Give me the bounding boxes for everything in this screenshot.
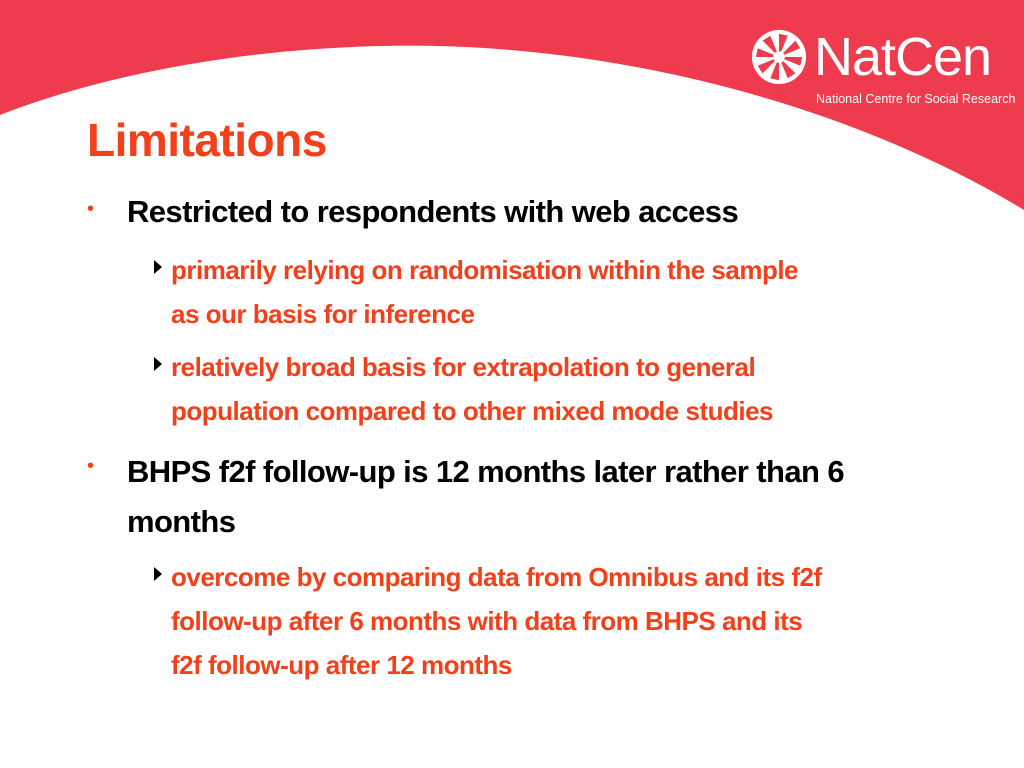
sub-bullet-text — [171, 248, 971, 336]
bullet-dot: • — [87, 198, 95, 220]
bullet-text — [127, 447, 987, 547]
sub-bullet-line: primarily relying on randomisation within the sample — [171, 255, 799, 285]
bullet-dot: • — [87, 455, 95, 477]
sub-bullet-line: f2f follow-up after 12 months — [171, 650, 512, 680]
sub-bullet-line: relatively broad basis for extrapolation to general — [171, 352, 756, 382]
sub-bullet-line: as our basis for inference — [171, 299, 475, 329]
sub-bullet-line: overcome by comparing data from Omnibus and its f2f — [171, 562, 822, 592]
logo-wordmark: NatCen — [814, 27, 992, 87]
camera-shutter-icon — [750, 28, 808, 86]
sub-bullet-text — [171, 555, 971, 687]
slide-title: Limitations — [87, 114, 327, 166]
bullet-text — [127, 190, 987, 234]
bullet-line: Restricted to respondents with web access — [127, 194, 739, 229]
triangle-right-icon — [152, 258, 164, 276]
bullet-line: BHPS f2f follow-up is 12 months later rather than 6 — [127, 454, 844, 489]
triangle-right-icon — [152, 565, 164, 583]
logo-tagline: National Centre for Social Research — [816, 92, 1016, 106]
triangle-right-icon — [152, 355, 164, 373]
sub-bullet-line: population compared to other mixed mode studies — [171, 396, 774, 426]
natcen-logo — [750, 24, 1016, 114]
sub-bullet-line: follow-up after 6 months with data from BHPS and its — [171, 606, 803, 636]
sub-bullet-text — [171, 345, 971, 433]
bullet-line: months — [127, 504, 236, 539]
